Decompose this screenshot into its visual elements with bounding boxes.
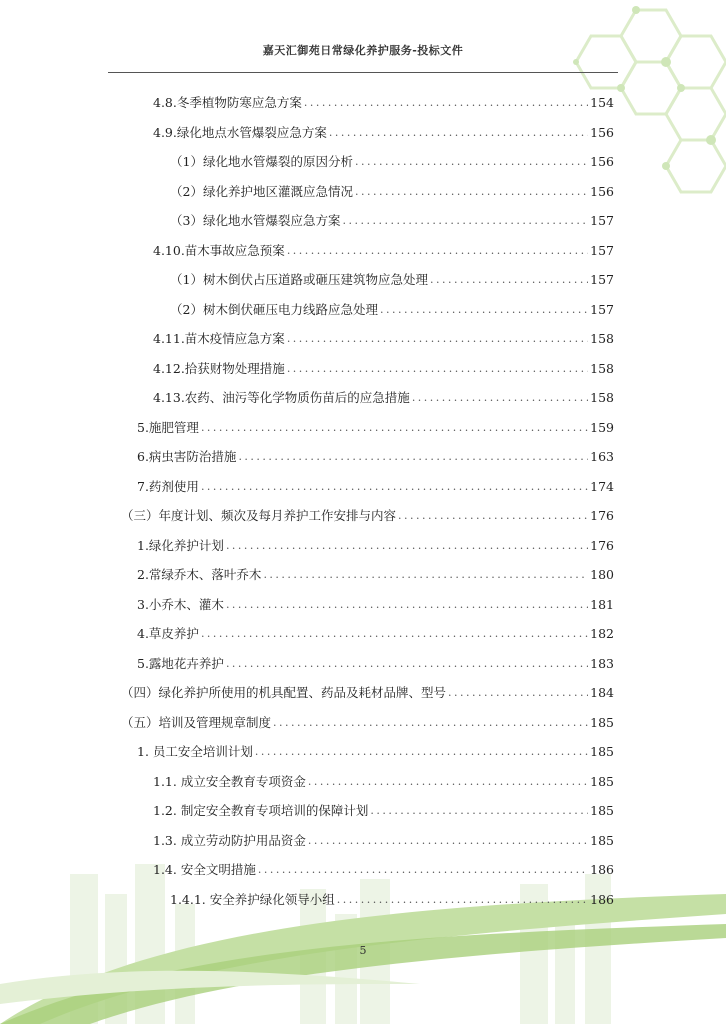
toc-entry-page: 185 bbox=[590, 803, 614, 818]
page-number: 5 bbox=[359, 944, 367, 957]
toc-dot-leader bbox=[238, 449, 588, 465]
toc-entry[interactable] bbox=[137, 561, 614, 583]
toc-entry-title: 3.小乔木、灌木 bbox=[137, 596, 224, 612]
toc-entry-page: 163 bbox=[590, 449, 614, 464]
toc-entry-title: 4.13.农药、油污等化学物质伤苗后的应急措施 bbox=[153, 390, 410, 405]
toc-entry[interactable] bbox=[153, 355, 614, 377]
toc-entry-page: 158 bbox=[590, 331, 614, 346]
toc-dot-leader bbox=[342, 213, 588, 229]
toc-dot-leader bbox=[263, 567, 588, 583]
toc-entry[interactable] bbox=[153, 856, 614, 878]
toc-entry-page: 176 bbox=[590, 537, 614, 553]
toc-entry-page: 185 bbox=[590, 773, 614, 789]
toc-entry-title: 1.4. 安全文明措施 bbox=[153, 862, 256, 877]
toc-entry-title: 1.绿化养护计划 bbox=[137, 537, 224, 553]
toc-entry-title: 5.施肥管理 bbox=[137, 419, 199, 435]
toc-entry[interactable] bbox=[137, 620, 614, 642]
toc-dot-leader bbox=[355, 154, 588, 170]
toc-dot-leader bbox=[287, 361, 588, 377]
toc-entry-page: 154 bbox=[590, 95, 614, 110]
toc-entry-title: 7.药剂使用 bbox=[137, 478, 199, 494]
toc-dot-leader bbox=[308, 774, 588, 790]
toc-dot-leader bbox=[398, 508, 588, 524]
toc-entry-page: 186 bbox=[590, 891, 614, 907]
toc-entry-page: 156 bbox=[590, 124, 614, 140]
toc-entry-title: 4.10.苗木事故应急预案 bbox=[153, 242, 285, 258]
toc-dot-leader bbox=[226, 538, 588, 554]
toc-entry-title: （四）绿化养护所使用的机具配置、药品及耗材品牌、型号 bbox=[121, 685, 447, 700]
toc-entry[interactable] bbox=[153, 827, 614, 849]
toc-entry[interactable] bbox=[170, 886, 614, 908]
toc-entry[interactable] bbox=[121, 709, 614, 731]
document-header: 嘉天汇御苑日常绿化养护服务-投标文件 bbox=[262, 44, 464, 57]
toc-entry-page: 186 bbox=[590, 862, 614, 877]
toc-entry[interactable] bbox=[170, 266, 614, 288]
toc-dot-leader bbox=[380, 302, 588, 318]
toc-entry-title: 1.3. 成立劳动防护用品资金 bbox=[153, 832, 306, 848]
toc-entry[interactable] bbox=[153, 325, 614, 347]
toc-dot-leader bbox=[329, 125, 588, 141]
toc-entry-title: （2）树木倒伏砸压电力线路应急处理 bbox=[170, 301, 378, 317]
toc-entry-title: 1.4.1. 安全养护绿化领导小组 bbox=[170, 891, 335, 907]
toc-entry-title: 5.露地花卉养护 bbox=[137, 655, 224, 671]
toc-dot-leader bbox=[412, 390, 588, 406]
toc-dot-leader bbox=[355, 184, 588, 200]
toc-entry-page: 157 bbox=[590, 213, 614, 228]
toc-entry-page: 158 bbox=[590, 390, 614, 405]
toc-entry-page: 158 bbox=[590, 360, 614, 376]
toc-entry[interactable] bbox=[137, 650, 614, 672]
toc-entry-page: 180 bbox=[590, 567, 614, 582]
toc-entry[interactable] bbox=[121, 679, 614, 701]
toc-entry-title: 1.1. 成立安全教育专项资金 bbox=[153, 773, 306, 789]
toc-entry-title: 2.常绿乔木、落叶乔木 bbox=[137, 567, 262, 582]
toc-entry[interactable] bbox=[153, 89, 614, 111]
toc-entry[interactable] bbox=[153, 237, 614, 259]
toc-entry-page: 157 bbox=[590, 272, 614, 287]
toc-entry-page: 156 bbox=[590, 183, 614, 199]
toc-entry-page: 184 bbox=[590, 685, 614, 700]
toc-dot-leader bbox=[370, 803, 588, 819]
toc-entry-title: 1.2. 制定安全教育专项培训的保障计划 bbox=[153, 803, 369, 818]
toc-dot-leader bbox=[304, 95, 588, 111]
toc-entry-title: （3）绿化地水管爆裂应急方案 bbox=[170, 213, 341, 228]
toc-entry-title: 4.11.苗木疫情应急方案 bbox=[153, 331, 285, 346]
toc-entry-page: 181 bbox=[590, 596, 614, 612]
toc-entry[interactable] bbox=[153, 119, 614, 141]
header-divider bbox=[108, 72, 618, 73]
toc-entry[interactable] bbox=[170, 178, 614, 200]
toc-dot-leader bbox=[226, 656, 588, 672]
toc-dot-leader bbox=[308, 833, 588, 849]
toc-entry-page: 185 bbox=[590, 832, 614, 848]
toc-dot-leader bbox=[337, 892, 588, 908]
toc-entry[interactable] bbox=[137, 473, 614, 495]
toc-dot-leader bbox=[273, 715, 588, 731]
toc-dot-leader bbox=[430, 272, 588, 288]
toc-entry-title: （2）绿化养护地区灌溉应急情况 bbox=[170, 183, 353, 199]
toc-dot-leader bbox=[226, 597, 588, 613]
toc-entry-page: 182 bbox=[590, 626, 614, 641]
toc-entry-page: 185 bbox=[590, 744, 614, 759]
toc-entry[interactable] bbox=[153, 768, 614, 790]
toc-entry[interactable] bbox=[137, 414, 614, 436]
toc-entry-title: （三）年度计划、频次及每月养护工作安排与内容 bbox=[121, 508, 397, 523]
toc-entry[interactable] bbox=[170, 207, 614, 229]
toc-entry-title: （五）培训及管理规章制度 bbox=[121, 714, 272, 730]
toc-entry-page: 159 bbox=[590, 419, 614, 435]
toc-entry[interactable] bbox=[153, 384, 614, 406]
toc-entry[interactable] bbox=[121, 502, 614, 524]
toc-entry-page: 174 bbox=[590, 478, 614, 494]
toc-dot-leader bbox=[255, 744, 588, 760]
toc-entry[interactable] bbox=[153, 797, 614, 819]
toc-dot-leader bbox=[258, 862, 588, 878]
toc-entry[interactable] bbox=[170, 148, 614, 170]
toc-dot-leader bbox=[201, 626, 588, 642]
toc-entry-title: 4.草皮养护 bbox=[137, 626, 199, 641]
toc-entry[interactable] bbox=[137, 532, 614, 554]
toc-entry-page: 183 bbox=[590, 655, 614, 671]
toc-entry-title: （1）树木倒伏占压道路或砸压建筑物应急处理 bbox=[170, 272, 428, 287]
toc-dot-leader bbox=[201, 479, 588, 495]
toc-dot-leader bbox=[287, 331, 588, 347]
toc-entry-title: 1. 员工安全培训计划 bbox=[137, 744, 253, 759]
toc-entry-page: 156 bbox=[590, 154, 614, 169]
toc-entry-title: 6.病虫害防治措施 bbox=[137, 449, 237, 464]
toc-entry-title: （1）绿化地水管爆裂的原因分析 bbox=[170, 154, 353, 169]
toc-dot-leader bbox=[287, 243, 588, 259]
toc-entry-title: 4.12.拾获财物处理措施 bbox=[153, 360, 285, 376]
toc-entry-page: 157 bbox=[590, 301, 614, 317]
toc-entry[interactable] bbox=[137, 738, 614, 760]
toc-entry-page: 185 bbox=[590, 714, 614, 730]
toc-entry[interactable] bbox=[137, 443, 614, 465]
toc-dot-leader bbox=[201, 420, 588, 436]
toc-dot-leader bbox=[448, 685, 588, 701]
toc-entry-title: 4.9.绿化地点水管爆裂应急方案 bbox=[153, 124, 327, 140]
toc-entry-title: 4.8.冬季植物防寒应急方案 bbox=[153, 95, 302, 110]
toc-entry[interactable] bbox=[137, 591, 614, 613]
toc-entry[interactable] bbox=[170, 296, 614, 318]
toc-entry-page: 176 bbox=[590, 508, 614, 523]
toc-entry-page: 157 bbox=[590, 242, 614, 258]
